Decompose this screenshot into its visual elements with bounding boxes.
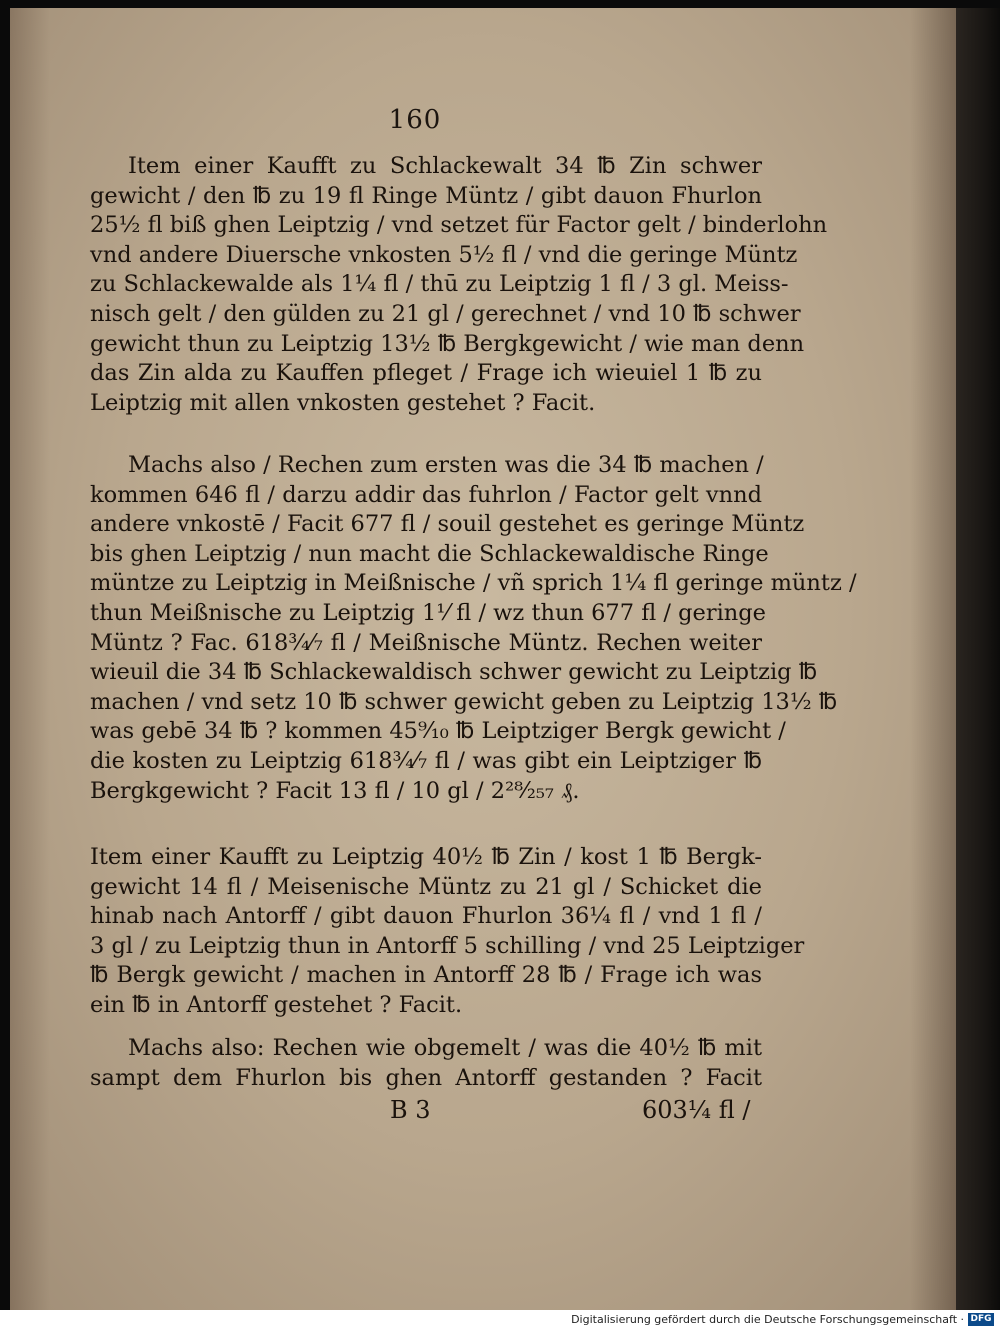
catchword: 603¼ fl / xyxy=(642,1096,751,1124)
text-line: was gebē 34 ℔ ? kommen 45⁹⁄₁₀ ℔ Leiptziger Bergk gewicht / xyxy=(90,718,786,745)
page-number: 160 xyxy=(388,105,442,135)
text-line: vnd andere Diuersche vnkosten 5½ fl / vnd die geringe Müntz xyxy=(90,241,798,268)
text-line: machen / vnd setz 10 ℔ schwer gewicht geben zu Leiptzig 13½ ℔ xyxy=(90,688,838,715)
paragraph-3 xyxy=(90,843,805,1021)
text-line: 3 gl / zu Leiptzig thun in Antorff 5 schilling / vnd 25 Leiptziger xyxy=(90,932,805,959)
footer-credit: Digitalisierung gefördert durch die Deutsche Forschungsgemeinschaft · xyxy=(571,1313,964,1326)
book-page xyxy=(10,8,956,1310)
book-spine xyxy=(956,8,1000,1310)
text-line: hinab nach Antorff / gibt dauon Fhurlon 36¼ fl / vnd 1 fl / xyxy=(90,903,762,930)
signature-mark: B 3 xyxy=(390,1096,431,1124)
text-line: zu Schlackewalde als 1¼ fl / thū zu Leiptzig 1 fl / 3 gl. Meiss- xyxy=(90,271,789,298)
text-line: gewicht 14 fl / Meisenische Müntz zu 21 gl / Schicket die xyxy=(90,873,762,900)
text-line: Machs also: Rechen wie obgemelt / was die 40½ ℔ mit xyxy=(128,1035,762,1061)
text-line: kommen 646 fl / darzu addir das fuhrlon / Factor gelt vnnd xyxy=(90,481,762,508)
text-line: Machs also / Rechen zum ersten was die 34 ℔ machen / xyxy=(128,452,764,478)
text-line: gewicht / den ℔ zu 19 fl Ringe Müntz / gibt dauon Fhurlon xyxy=(90,182,762,209)
text-line: bis ghen Leiptzig / nun macht die Schlackewaldische Ringe xyxy=(90,540,769,567)
text-line: 25½ fl biß ghen Leiptzig / vnd setzet für Factor gelt / binderlohn xyxy=(90,212,828,239)
paragraph-4 xyxy=(90,1034,762,1093)
text-line: müntze zu Leiptzig in Meißnische / vñ sprich 1¼ fl geringe müntz / xyxy=(90,570,857,597)
text-line: sampt dem Fhurlon bis ghen Antorff gestanden ? Facit xyxy=(90,1064,762,1091)
paragraph-1 xyxy=(90,152,828,418)
text-line: ℔ Bergk gewicht / machen in Antorff 28 ℔ / Frage ich was xyxy=(90,962,762,989)
dfg-logo: DFG xyxy=(968,1313,994,1326)
text-line: andere vnkostē / Facit 677 fl / souil gestehet es geringe Müntz xyxy=(90,511,805,538)
paragraph-2 xyxy=(90,451,857,806)
text-line: ein ℔ in Antorff gestehet ? Facit. xyxy=(90,991,463,1018)
text-line: nisch gelt / den gülden zu 21 gl / gerechnet / vnd 10 ℔ schwer xyxy=(90,300,801,327)
text-line: Item einer Kaufft zu Leiptzig 40½ ℔ Zin / kost 1 ℔ Bergk- xyxy=(90,844,762,870)
text-line: Müntz ? Fac. 618¾⁄₇ fl / Meißnische Müntz. Rechen weiter xyxy=(90,629,762,656)
text-line: gewicht thun zu Leiptzig 13½ ℔ Bergkgewicht / wie man denn xyxy=(90,330,805,357)
text-line: Item einer Kaufft zu Schlackewalt 34 ℔ Zin schwer xyxy=(128,153,762,179)
text-line: Leiptzig mit allen vnkosten gestehet ? Facit. xyxy=(90,389,596,416)
text-line: Bergkgewicht ? Facit 13 fl / 10 gl / 2²⁸⁄₂₅₇ ₰. xyxy=(90,777,580,804)
text-line: das Zin alda zu Kauffen pfleget / Frage ich wieuiel 1 ℔ zu xyxy=(90,360,762,387)
text-line: thun Meißnische zu Leiptzig 1⅟ fl / wz thun 677 fl / geringe xyxy=(90,599,766,626)
text-line: die kosten zu Leiptzig 618¾⁄₇ fl / was gibt ein Leiptziger ℔ xyxy=(90,747,762,774)
text-line: wieuil die 34 ℔ Schlackewaldisch schwer gewicht zu Leiptzig ℔ xyxy=(90,659,818,686)
